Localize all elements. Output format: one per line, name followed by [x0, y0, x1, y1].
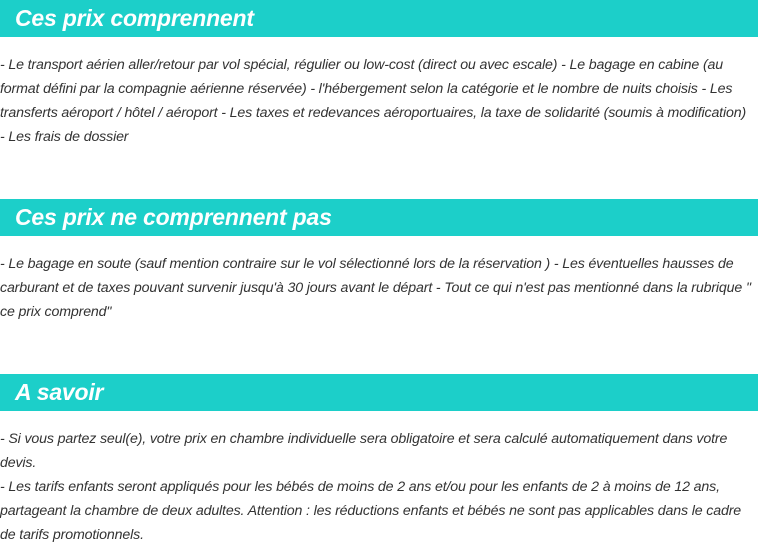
section-body-not-included — [0, 252, 752, 324]
section-body-good-to-know — [0, 427, 752, 547]
included-paragraph: - Le transport aérien aller/retour par vol spécial, régulier ou low-cost (direct ou avec escale) - Le bagage en cabine (au format défini par la compagnie aérienne réservée) - l'hébergement selon la catégorie et le nombre de nuits choisis - Les transferts aéroport / hôtel / aéroport - Les taxes et redevances aéroportuaires, la taxe de solidarité (soumis à modification) - Les frais de dossier — [0, 57, 747, 145]
section-title-included: Ces prix comprennent — [15, 5, 254, 31]
section-header-not-included — [0, 199, 758, 236]
section-header-good-to-know — [0, 374, 758, 411]
not-included-paragraph: - Le bagage en soute (sauf mention contraire sur le vol sélectionné lors de la réservation ) - Les éventuelles hausses de carburant et de taxes pouvant survenir jusqu'à 30 jours avant le départ - Tout ce qui n'est pas mentionné dans la rubrique " ce prix comprend" — [0, 256, 751, 320]
section-title-good-to-know: A savoir — [15, 379, 104, 405]
section-title-not-included: Ces prix ne comprennent pas — [15, 204, 332, 230]
section-header-included — [0, 0, 758, 37]
good-to-know-paragraph-single: - Si vous partez seul(e), votre prix en chambre individuelle sera obligatoire et sera calculé automatiquement dans votre devis. — [0, 431, 728, 471]
good-to-know-paragraph-children: - Les tarifs enfants seront appliqués pour les bébés de moins de 2 ans et/ou pour les enfants de 2 à moins de 12 ans, partageant la chambre de deux adultes. Attention : les réductions enfants et bébés ne sont pas applicables dans le cadre de tarifs promotionnels. — [0, 479, 742, 543]
section-body-included — [0, 53, 752, 149]
